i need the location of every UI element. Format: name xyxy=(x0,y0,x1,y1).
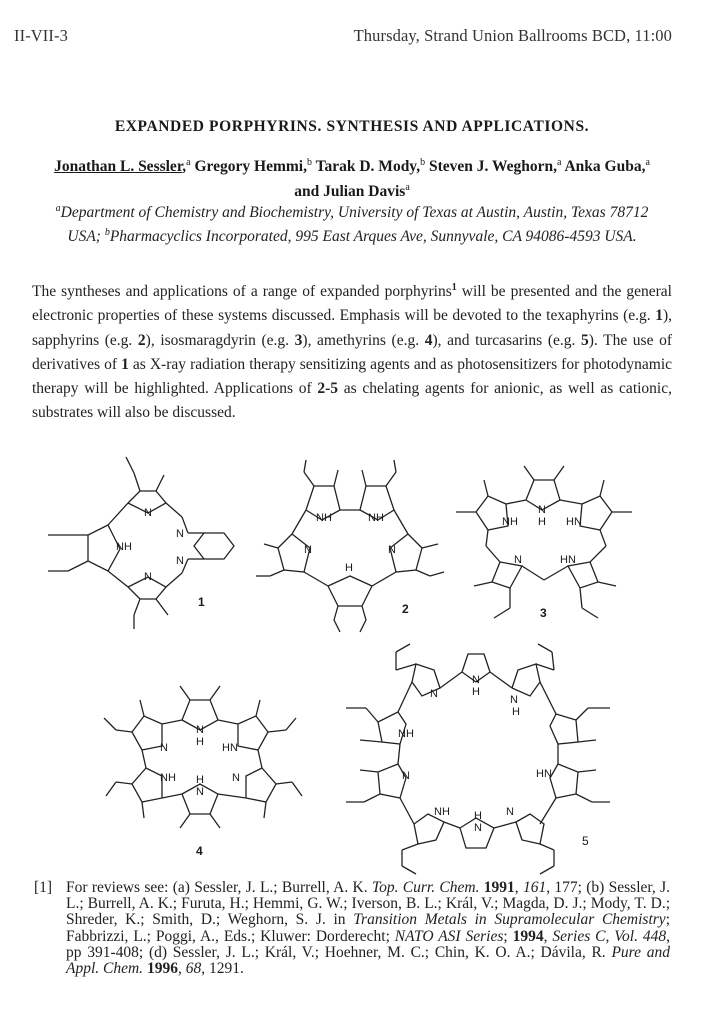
reference-segment: , xyxy=(177,960,186,978)
reference-segment: 1996 xyxy=(146,960,178,978)
structure-4-amethyrin xyxy=(96,672,316,862)
atom-label: N xyxy=(514,554,522,566)
reference-segment: , xyxy=(543,927,553,945)
atom-label: N xyxy=(196,786,204,798)
reference-segment: , 1291. xyxy=(201,960,244,978)
atom-label: N xyxy=(472,674,480,686)
reference-segment: , pp 391-408; (d) Sessler, J. L.; Král, V.; Hoehner, M. C.; Chin, K. O. A.; Dávila, R. xyxy=(66,927,670,961)
author-list: Jonathan L. Sessler,$^a$ Gregory Hemmi,$^b$ Tarak D. Mody,$^b$ Steven J. Weghorn,$^a$ Anka Guba,$^a$ and Julian Davis$^a$ xyxy=(54,157,650,201)
paper-title: EXPANDED PORPHYRINS. SYNTHESIS AND APPLICATIONS. xyxy=(114,118,590,135)
amethyrin-drawing xyxy=(96,672,316,862)
compound-label-3: 3 xyxy=(540,606,547,620)
atom-label: N xyxy=(506,806,514,818)
author: Gregory Hemmi xyxy=(194,158,304,176)
affil-mark-b: b xyxy=(104,227,110,239)
author: Anka Guba xyxy=(564,158,642,176)
session-code: II-VII-3 xyxy=(14,26,68,45)
abstract-text: ). The use of derivatives of xyxy=(32,331,672,373)
reference-segment: Series C, Vol. 448 xyxy=(552,927,667,945)
compound-label-2: 2 xyxy=(402,602,409,616)
atom-label: H xyxy=(196,736,204,748)
affil-mark-a: a xyxy=(55,203,61,214)
texaphyrin-drawing xyxy=(28,455,248,630)
compound-ref: 5 xyxy=(580,331,589,349)
reference-segment: 161 xyxy=(522,879,547,896)
affiliations xyxy=(40,199,664,247)
atom-label: HN xyxy=(536,768,552,780)
atom-label: N xyxy=(304,544,312,556)
compound-ref: 2-5 xyxy=(317,379,339,397)
sapphyrin-drawing xyxy=(250,458,450,633)
abstract-text: ), sapphyrins (e.g. xyxy=(32,307,672,349)
reference-segment: , 177; (b) Sessler, J. L.; Burrell, A. K.; Furuta, H.; Hemmi, G. W.; Iverson, B. L.; Král, V.; Magda, D. J.; Mody, T. D.; Shreder, K.; Smith, D.; Weghorn, S. J. in xyxy=(66,879,671,929)
affil-mark: a xyxy=(186,157,191,168)
atom-label: NH xyxy=(434,806,450,818)
affil-mark: b xyxy=(306,157,312,168)
author: Julian Davis xyxy=(323,183,406,201)
reference-segment: 1994 xyxy=(512,927,544,945)
affil-mark: a xyxy=(405,182,410,194)
reference-mark: 1 xyxy=(451,282,457,293)
abstract-text: The syntheses and applications of a range of expanded porphyrins xyxy=(32,283,452,301)
atom-label: N xyxy=(176,528,184,540)
affiliation-a: Department of Chemistry and Biochemistry, University of Texas at Austin, Austin, Texas 78712 USA; xyxy=(60,204,649,246)
presenting-author: Jonathan L. Sessler xyxy=(54,158,183,176)
atom-label: N xyxy=(474,822,482,834)
atom-label: N xyxy=(144,507,152,519)
compound-ref: 3 xyxy=(294,331,303,349)
compound-label-1: 1 xyxy=(198,595,205,609)
reference-segment: , xyxy=(514,879,523,896)
atom-label: NH xyxy=(502,516,518,528)
atom-label: HN xyxy=(566,516,582,528)
atom-label: H xyxy=(512,706,520,718)
abstract-text: ), and turcasarins (e.g. xyxy=(432,331,581,349)
atom-label: H xyxy=(196,774,204,786)
reference-segment: For reviews see: (a) Sessler, J. L.; Burrell, A. K. xyxy=(66,879,372,896)
author: Steven J. Weghorn xyxy=(428,158,554,176)
compound-ref: 1 xyxy=(655,307,663,325)
atom-label: H xyxy=(472,686,480,698)
references xyxy=(34,880,670,977)
structure-2-sapphyrin xyxy=(250,458,450,633)
atom-label: N xyxy=(430,688,438,700)
atom-label: N xyxy=(232,772,240,784)
atom-label: NH xyxy=(160,772,176,784)
abstract-text: as X-ray radiation therapy sensitizing agents and as photosensitizers for photodynamic therapy will be highlighted. Applications of xyxy=(32,355,673,397)
atom-label: N xyxy=(538,504,546,516)
structure-1-texaphyrin xyxy=(28,455,248,630)
reference-segment: Transition Metals in Supramolecular Chemistry xyxy=(353,911,666,929)
reference-segment: 1991 xyxy=(483,879,515,896)
atom-label: H xyxy=(538,516,546,528)
atom-label: N xyxy=(144,571,152,583)
reference-segment: Pure and Appl. Chem. xyxy=(66,943,670,978)
author: Tarak D. Mody xyxy=(315,158,417,176)
atom-label: HN xyxy=(222,742,238,754)
compound-ref: 2 xyxy=(137,331,146,349)
reference-segment: 68 xyxy=(185,960,202,978)
atom-label: NH xyxy=(398,728,414,740)
reference-segment: NATO ASI Series xyxy=(394,927,504,945)
compound-ref: 4 xyxy=(424,331,433,349)
abstract xyxy=(32,276,672,425)
atom-label: H xyxy=(474,810,482,822)
session-info: Thursday, Strand Union Ballrooms BCD, 11:00 xyxy=(353,26,672,45)
abstract-text: as chelating agents for anionic, as well as cationic, substrates will also be discussed. xyxy=(32,379,672,422)
atom-label: NH xyxy=(368,512,384,524)
compound-ref: 1 xyxy=(121,355,129,373)
isosmaragdyrin-drawing xyxy=(450,458,660,628)
affil-mark: a xyxy=(557,157,562,168)
compound-label-4: 4 xyxy=(196,844,203,858)
affil-mark: b xyxy=(420,157,426,168)
atom-label: H xyxy=(345,562,353,574)
reference-number: [1] xyxy=(34,879,53,896)
structure-3-isosmaragdyrin xyxy=(450,458,660,628)
reference-segment: ; xyxy=(503,927,513,945)
atom-label: N xyxy=(388,544,396,556)
atom-label: N xyxy=(196,724,204,736)
abstract-text: will be presented and the general electronic properties of these systems discussed. Emphasis will be devoted to the texaphyrins (e.g. xyxy=(32,283,672,325)
atom-label: HN xyxy=(560,554,576,566)
atom-label: N xyxy=(402,770,410,782)
affiliation-b: Pharmacyclics Incorporated, 995 East Arques Ave, Sunnyvale, CA 94086-4593 USA. xyxy=(109,228,637,246)
atom-label: N xyxy=(160,742,168,754)
affil-mark: a xyxy=(645,157,650,168)
reference-segment: ; Fabbrizzi, L.; Poggi, A., Eds.; Kluwer: Dorderecht; xyxy=(66,911,670,945)
compound-label-5: 5 xyxy=(582,834,589,848)
reference-segment: Top. Curr. Chem. xyxy=(371,879,480,896)
atom-label: N xyxy=(176,555,184,567)
abstract-text: ), isosmaragdyrin (e.g. xyxy=(145,331,295,349)
atom-label: NH xyxy=(116,541,132,553)
atom-label: NH xyxy=(316,512,332,524)
abstract-text: ), amethyrins (e.g. xyxy=(302,331,425,349)
atom-label: N xyxy=(510,694,518,706)
reference-text xyxy=(66,880,670,977)
turcasarin-drawing xyxy=(338,642,638,877)
structure-5-turcasarin xyxy=(338,642,638,877)
